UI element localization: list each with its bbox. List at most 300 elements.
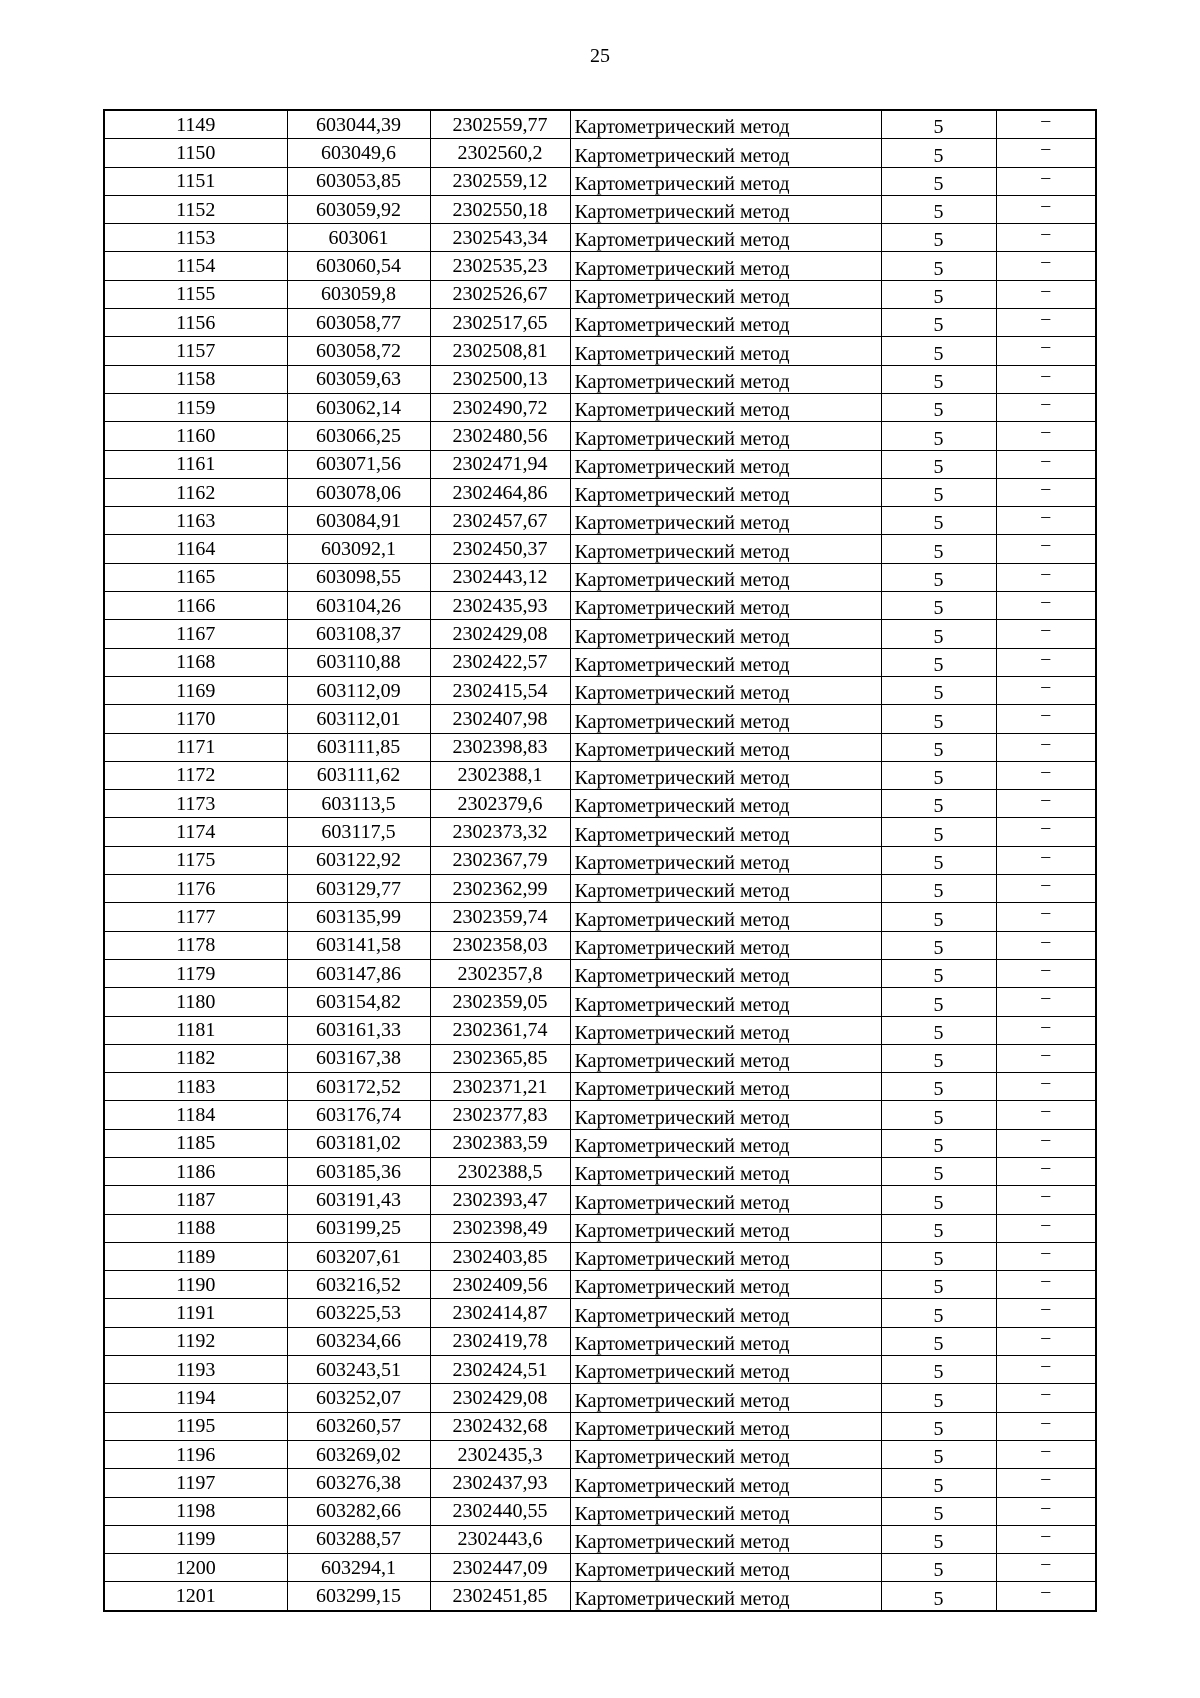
x-coordinate-cell: 603078,06 bbox=[287, 478, 430, 506]
accuracy-cell: 5 bbox=[881, 337, 996, 365]
table-row bbox=[104, 846, 1096, 874]
point-number-cell: 1197 bbox=[104, 1469, 287, 1497]
y-coordinate-cell: 2302358,03 bbox=[430, 931, 570, 959]
accuracy-cell: 5 bbox=[881, 1271, 996, 1299]
point-number-cell: 1155 bbox=[104, 280, 287, 308]
method-cell: Картометрический метод bbox=[570, 1044, 881, 1072]
point-number-cell: 1176 bbox=[104, 875, 287, 903]
x-coordinate-cell: 603053,85 bbox=[287, 167, 430, 195]
table-row bbox=[104, 450, 1096, 478]
x-coordinate-cell: 603059,92 bbox=[287, 195, 430, 223]
note-cell: – bbox=[996, 1129, 1096, 1157]
table-row bbox=[104, 535, 1096, 563]
point-number-cell: 1179 bbox=[104, 959, 287, 987]
x-coordinate-cell: 603060,54 bbox=[287, 252, 430, 280]
point-number-cell: 1164 bbox=[104, 535, 287, 563]
method-cell: Картометрический метод bbox=[570, 761, 881, 789]
method-cell: Картометрический метод bbox=[570, 450, 881, 478]
method-cell: Картометрический метод bbox=[570, 337, 881, 365]
point-number-cell: 1187 bbox=[104, 1186, 287, 1214]
method-cell: Картометрический метод bbox=[570, 1356, 881, 1384]
method-cell: Картометрический метод bbox=[570, 705, 881, 733]
x-coordinate-cell: 603066,25 bbox=[287, 422, 430, 450]
note-cell: – bbox=[996, 620, 1096, 648]
x-coordinate-cell: 603059,63 bbox=[287, 365, 430, 393]
table-row bbox=[104, 1469, 1096, 1497]
x-coordinate-cell: 603129,77 bbox=[287, 875, 430, 903]
table-row bbox=[104, 478, 1096, 506]
method-cell: Картометрический метод bbox=[570, 1440, 881, 1468]
x-coordinate-cell: 603111,62 bbox=[287, 761, 430, 789]
table-row bbox=[104, 903, 1096, 931]
table-row bbox=[104, 422, 1096, 450]
x-coordinate-cell: 603141,58 bbox=[287, 931, 430, 959]
method-cell: Картометрический метод bbox=[570, 1327, 881, 1355]
note-cell: – bbox=[996, 252, 1096, 280]
table-row bbox=[104, 1016, 1096, 1044]
method-cell: Картометрический метод bbox=[570, 1525, 881, 1553]
y-coordinate-cell: 2302388,1 bbox=[430, 761, 570, 789]
table-row bbox=[104, 592, 1096, 620]
table-row bbox=[104, 1073, 1096, 1101]
note-cell: – bbox=[996, 478, 1096, 506]
y-coordinate-cell: 2302429,08 bbox=[430, 1384, 570, 1412]
note-cell: – bbox=[996, 1044, 1096, 1072]
method-cell: Картометрический метод bbox=[570, 903, 881, 931]
x-coordinate-cell: 603299,15 bbox=[287, 1582, 430, 1611]
x-coordinate-cell: 603225,53 bbox=[287, 1299, 430, 1327]
x-coordinate-cell: 603058,72 bbox=[287, 337, 430, 365]
method-cell: Картометрический метод bbox=[570, 224, 881, 252]
note-cell: – bbox=[996, 309, 1096, 337]
method-cell: Картометрический метод bbox=[570, 988, 881, 1016]
coordinates-table bbox=[103, 109, 1097, 1612]
note-cell: – bbox=[996, 1299, 1096, 1327]
point-number-cell: 1175 bbox=[104, 846, 287, 874]
y-coordinate-cell: 2302535,23 bbox=[430, 252, 570, 280]
x-coordinate-cell: 603110,88 bbox=[287, 648, 430, 676]
table-row bbox=[104, 252, 1096, 280]
point-number-cell: 1171 bbox=[104, 733, 287, 761]
table-row bbox=[104, 1101, 1096, 1129]
note-cell: – bbox=[996, 1016, 1096, 1044]
note-cell: – bbox=[996, 1242, 1096, 1270]
point-number-cell: 1166 bbox=[104, 592, 287, 620]
y-coordinate-cell: 2302440,55 bbox=[430, 1497, 570, 1525]
accuracy-cell: 5 bbox=[881, 1469, 996, 1497]
y-coordinate-cell: 2302407,98 bbox=[430, 705, 570, 733]
note-cell: – bbox=[996, 1384, 1096, 1412]
method-cell: Картометрический метод bbox=[570, 1186, 881, 1214]
point-number-cell: 1199 bbox=[104, 1525, 287, 1553]
table-row bbox=[104, 931, 1096, 959]
y-coordinate-cell: 2302451,85 bbox=[430, 1582, 570, 1611]
y-coordinate-cell: 2302435,93 bbox=[430, 592, 570, 620]
method-cell: Картометрический метод bbox=[570, 592, 881, 620]
table-row bbox=[104, 1440, 1096, 1468]
point-number-cell: 1184 bbox=[104, 1101, 287, 1129]
table-row bbox=[104, 988, 1096, 1016]
table-row bbox=[104, 139, 1096, 167]
note-cell: – bbox=[996, 1271, 1096, 1299]
accuracy-cell: 5 bbox=[881, 1214, 996, 1242]
accuracy-cell: 5 bbox=[881, 705, 996, 733]
y-coordinate-cell: 2302560,2 bbox=[430, 139, 570, 167]
table-row bbox=[104, 1327, 1096, 1355]
method-cell: Картометрический метод bbox=[570, 1214, 881, 1242]
point-number-cell: 1181 bbox=[104, 1016, 287, 1044]
table-row bbox=[104, 1242, 1096, 1270]
point-number-cell: 1154 bbox=[104, 252, 287, 280]
x-coordinate-cell: 603269,02 bbox=[287, 1440, 430, 1468]
point-number-cell: 1172 bbox=[104, 761, 287, 789]
table-row bbox=[104, 1356, 1096, 1384]
point-number-cell: 1150 bbox=[104, 139, 287, 167]
y-coordinate-cell: 2302361,74 bbox=[430, 1016, 570, 1044]
method-cell: Картометрический метод bbox=[570, 1299, 881, 1327]
y-coordinate-cell: 2302419,78 bbox=[430, 1327, 570, 1355]
point-number-cell: 1177 bbox=[104, 903, 287, 931]
accuracy-cell: 5 bbox=[881, 988, 996, 1016]
x-coordinate-cell: 603294,1 bbox=[287, 1554, 430, 1582]
method-cell: Картометрический метод bbox=[570, 309, 881, 337]
method-cell: Картометрический метод bbox=[570, 507, 881, 535]
accuracy-cell: 5 bbox=[881, 535, 996, 563]
x-coordinate-cell: 603058,77 bbox=[287, 309, 430, 337]
note-cell: – bbox=[996, 931, 1096, 959]
note-cell: – bbox=[996, 959, 1096, 987]
accuracy-cell: 5 bbox=[881, 280, 996, 308]
accuracy-cell: 5 bbox=[881, 507, 996, 535]
point-number-cell: 1183 bbox=[104, 1073, 287, 1101]
accuracy-cell: 5 bbox=[881, 1412, 996, 1440]
page-number: 25 bbox=[590, 45, 610, 67]
x-coordinate-cell: 603104,26 bbox=[287, 592, 430, 620]
y-coordinate-cell: 2302457,67 bbox=[430, 507, 570, 535]
x-coordinate-cell: 603112,01 bbox=[287, 705, 430, 733]
y-coordinate-cell: 2302415,54 bbox=[430, 676, 570, 704]
accuracy-cell: 5 bbox=[881, 139, 996, 167]
accuracy-cell: 5 bbox=[881, 1129, 996, 1157]
table-row bbox=[104, 761, 1096, 789]
accuracy-cell: 5 bbox=[881, 903, 996, 931]
table-row bbox=[104, 676, 1096, 704]
method-cell: Картометрический метод bbox=[570, 535, 881, 563]
y-coordinate-cell: 2302508,81 bbox=[430, 337, 570, 365]
point-number-cell: 1168 bbox=[104, 648, 287, 676]
y-coordinate-cell: 2302450,37 bbox=[430, 535, 570, 563]
method-cell: Картометрический метод bbox=[570, 1129, 881, 1157]
y-coordinate-cell: 2302362,99 bbox=[430, 875, 570, 903]
note-cell: – bbox=[996, 1356, 1096, 1384]
note-cell: – bbox=[996, 139, 1096, 167]
note-cell: – bbox=[996, 224, 1096, 252]
accuracy-cell: 5 bbox=[881, 1356, 996, 1384]
accuracy-cell: 5 bbox=[881, 252, 996, 280]
accuracy-cell: 5 bbox=[881, 1186, 996, 1214]
accuracy-cell: 5 bbox=[881, 875, 996, 903]
accuracy-cell: 5 bbox=[881, 1073, 996, 1101]
method-cell: Картометрический метод bbox=[570, 280, 881, 308]
point-number-cell: 1188 bbox=[104, 1214, 287, 1242]
x-coordinate-cell: 603288,57 bbox=[287, 1525, 430, 1553]
note-cell: – bbox=[996, 846, 1096, 874]
table-row bbox=[104, 224, 1096, 252]
point-number-cell: 1157 bbox=[104, 337, 287, 365]
note-cell: – bbox=[996, 393, 1096, 421]
y-coordinate-cell: 2302435,3 bbox=[430, 1440, 570, 1468]
note-cell: – bbox=[996, 648, 1096, 676]
point-number-cell: 1153 bbox=[104, 224, 287, 252]
note-cell: – bbox=[996, 1327, 1096, 1355]
note-cell: – bbox=[996, 761, 1096, 789]
point-number-cell: 1180 bbox=[104, 988, 287, 1016]
y-coordinate-cell: 2302403,85 bbox=[430, 1242, 570, 1270]
method-cell: Картометрический метод bbox=[570, 790, 881, 818]
accuracy-cell: 5 bbox=[881, 1497, 996, 1525]
method-cell: Картометрический метод bbox=[570, 478, 881, 506]
point-number-cell: 1194 bbox=[104, 1384, 287, 1412]
table-row bbox=[104, 1186, 1096, 1214]
point-number-cell: 1196 bbox=[104, 1440, 287, 1468]
accuracy-cell: 5 bbox=[881, 1384, 996, 1412]
method-cell: Картометрический метод bbox=[570, 167, 881, 195]
x-coordinate-cell: 603135,99 bbox=[287, 903, 430, 931]
method-cell: Картометрический метод bbox=[570, 1101, 881, 1129]
table-row bbox=[104, 648, 1096, 676]
note-cell: – bbox=[996, 1469, 1096, 1497]
table-row bbox=[104, 875, 1096, 903]
note-cell: – bbox=[996, 167, 1096, 195]
x-coordinate-cell: 603049,6 bbox=[287, 139, 430, 167]
y-coordinate-cell: 2302500,13 bbox=[430, 365, 570, 393]
note-cell: – bbox=[996, 1525, 1096, 1553]
x-coordinate-cell: 603216,52 bbox=[287, 1271, 430, 1299]
note-cell: – bbox=[996, 1497, 1096, 1525]
y-coordinate-cell: 2302414,87 bbox=[430, 1299, 570, 1327]
point-number-cell: 1186 bbox=[104, 1157, 287, 1185]
y-coordinate-cell: 2302480,56 bbox=[430, 422, 570, 450]
y-coordinate-cell: 2302359,05 bbox=[430, 988, 570, 1016]
accuracy-cell: 5 bbox=[881, 733, 996, 761]
accuracy-cell: 5 bbox=[881, 1044, 996, 1072]
note-cell: – bbox=[996, 705, 1096, 733]
note-cell: – bbox=[996, 1440, 1096, 1468]
note-cell: – bbox=[996, 1101, 1096, 1129]
y-coordinate-cell: 2302409,56 bbox=[430, 1271, 570, 1299]
table-row bbox=[104, 507, 1096, 535]
accuracy-cell: 5 bbox=[881, 478, 996, 506]
table-row bbox=[104, 1525, 1096, 1553]
point-number-cell: 1169 bbox=[104, 676, 287, 704]
note-cell: – bbox=[996, 1412, 1096, 1440]
y-coordinate-cell: 2302398,83 bbox=[430, 733, 570, 761]
note-cell: – bbox=[996, 365, 1096, 393]
accuracy-cell: 5 bbox=[881, 167, 996, 195]
point-number-cell: 1174 bbox=[104, 818, 287, 846]
table-row bbox=[104, 1554, 1096, 1582]
point-number-cell: 1178 bbox=[104, 931, 287, 959]
accuracy-cell: 5 bbox=[881, 790, 996, 818]
point-number-cell: 1192 bbox=[104, 1327, 287, 1355]
point-number-cell: 1173 bbox=[104, 790, 287, 818]
table-row bbox=[104, 280, 1096, 308]
point-number-cell: 1156 bbox=[104, 309, 287, 337]
x-coordinate-cell: 603098,55 bbox=[287, 563, 430, 591]
method-cell: Картометрический метод bbox=[570, 1073, 881, 1101]
note-cell: – bbox=[996, 790, 1096, 818]
x-coordinate-cell: 603176,74 bbox=[287, 1101, 430, 1129]
table-row bbox=[104, 818, 1096, 846]
method-cell: Картометрический метод bbox=[570, 365, 881, 393]
method-cell: Картометрический метод bbox=[570, 563, 881, 591]
table-row bbox=[104, 1412, 1096, 1440]
y-coordinate-cell: 2302490,72 bbox=[430, 393, 570, 421]
table-row bbox=[104, 393, 1096, 421]
method-cell: Картометрический метод bbox=[570, 1016, 881, 1044]
point-number-cell: 1163 bbox=[104, 507, 287, 535]
x-coordinate-cell: 603059,8 bbox=[287, 280, 430, 308]
x-coordinate-cell: 603185,36 bbox=[287, 1157, 430, 1185]
note-cell: – bbox=[996, 507, 1096, 535]
x-coordinate-cell: 603113,5 bbox=[287, 790, 430, 818]
method-cell: Картометрический метод bbox=[570, 1242, 881, 1270]
table-row bbox=[104, 1271, 1096, 1299]
method-cell: Картометрический метод bbox=[570, 252, 881, 280]
point-number-cell: 1167 bbox=[104, 620, 287, 648]
x-coordinate-cell: 603172,52 bbox=[287, 1073, 430, 1101]
x-coordinate-cell: 603147,86 bbox=[287, 959, 430, 987]
accuracy-cell: 5 bbox=[881, 1016, 996, 1044]
y-coordinate-cell: 2302443,6 bbox=[430, 1525, 570, 1553]
method-cell: Картометрический метод bbox=[570, 1157, 881, 1185]
table-row bbox=[104, 1582, 1096, 1611]
method-cell: Картометрический метод bbox=[570, 1582, 881, 1611]
table-row bbox=[104, 1044, 1096, 1072]
method-cell: Картометрический метод bbox=[570, 1497, 881, 1525]
note-cell: – bbox=[996, 1073, 1096, 1101]
point-number-cell: 1190 bbox=[104, 1271, 287, 1299]
table-row bbox=[104, 790, 1096, 818]
method-cell: Картометрический метод bbox=[570, 931, 881, 959]
y-coordinate-cell: 2302379,6 bbox=[430, 790, 570, 818]
table-row bbox=[104, 365, 1096, 393]
table-row bbox=[104, 110, 1096, 139]
accuracy-cell: 5 bbox=[881, 761, 996, 789]
point-number-cell: 1201 bbox=[104, 1582, 287, 1611]
accuracy-cell: 5 bbox=[881, 959, 996, 987]
note-cell: – bbox=[996, 1214, 1096, 1242]
x-coordinate-cell: 603071,56 bbox=[287, 450, 430, 478]
accuracy-cell: 5 bbox=[881, 563, 996, 591]
y-coordinate-cell: 2302424,51 bbox=[430, 1356, 570, 1384]
y-coordinate-cell: 2302437,93 bbox=[430, 1469, 570, 1497]
y-coordinate-cell: 2302359,74 bbox=[430, 903, 570, 931]
note-cell: – bbox=[996, 592, 1096, 620]
note-cell: – bbox=[996, 1554, 1096, 1582]
y-coordinate-cell: 2302398,49 bbox=[430, 1214, 570, 1242]
y-coordinate-cell: 2302443,12 bbox=[430, 563, 570, 591]
accuracy-cell: 5 bbox=[881, 1101, 996, 1129]
point-number-cell: 1165 bbox=[104, 563, 287, 591]
note-cell: – bbox=[996, 1582, 1096, 1611]
note-cell: – bbox=[996, 110, 1096, 139]
note-cell: – bbox=[996, 280, 1096, 308]
y-coordinate-cell: 2302517,65 bbox=[430, 309, 570, 337]
method-cell: Картометрический метод bbox=[570, 875, 881, 903]
y-coordinate-cell: 2302559,12 bbox=[430, 167, 570, 195]
accuracy-cell: 5 bbox=[881, 309, 996, 337]
y-coordinate-cell: 2302543,34 bbox=[430, 224, 570, 252]
accuracy-cell: 5 bbox=[881, 195, 996, 223]
y-coordinate-cell: 2302447,09 bbox=[430, 1554, 570, 1582]
point-number-cell: 1200 bbox=[104, 1554, 287, 1582]
table-row bbox=[104, 1214, 1096, 1242]
table-row bbox=[104, 337, 1096, 365]
accuracy-cell: 5 bbox=[881, 365, 996, 393]
x-coordinate-cell: 603111,85 bbox=[287, 733, 430, 761]
note-cell: – bbox=[996, 535, 1096, 563]
x-coordinate-cell: 603061 bbox=[287, 224, 430, 252]
note-cell: – bbox=[996, 903, 1096, 931]
table-row bbox=[104, 563, 1096, 591]
y-coordinate-cell: 2302365,85 bbox=[430, 1044, 570, 1072]
method-cell: Картометрический метод bbox=[570, 1384, 881, 1412]
accuracy-cell: 5 bbox=[881, 1525, 996, 1553]
accuracy-cell: 5 bbox=[881, 1554, 996, 1582]
note-cell: – bbox=[996, 733, 1096, 761]
x-coordinate-cell: 603207,61 bbox=[287, 1242, 430, 1270]
point-number-cell: 1152 bbox=[104, 195, 287, 223]
method-cell: Картометрический метод bbox=[570, 110, 881, 139]
y-coordinate-cell: 2302550,18 bbox=[430, 195, 570, 223]
note-cell: – bbox=[996, 818, 1096, 846]
method-cell: Картометрический метод bbox=[570, 648, 881, 676]
method-cell: Картометрический метод bbox=[570, 676, 881, 704]
y-coordinate-cell: 2302383,59 bbox=[430, 1129, 570, 1157]
y-coordinate-cell: 2302357,8 bbox=[430, 959, 570, 987]
x-coordinate-cell: 603181,02 bbox=[287, 1129, 430, 1157]
x-coordinate-cell: 603234,66 bbox=[287, 1327, 430, 1355]
point-number-cell: 1158 bbox=[104, 365, 287, 393]
accuracy-cell: 5 bbox=[881, 592, 996, 620]
y-coordinate-cell: 2302388,5 bbox=[430, 1157, 570, 1185]
method-cell: Картометрический метод bbox=[570, 846, 881, 874]
accuracy-cell: 5 bbox=[881, 422, 996, 450]
point-number-cell: 1191 bbox=[104, 1299, 287, 1327]
method-cell: Картометрический метод bbox=[570, 393, 881, 421]
table-row bbox=[104, 1129, 1096, 1157]
point-number-cell: 1161 bbox=[104, 450, 287, 478]
note-cell: – bbox=[996, 988, 1096, 1016]
point-number-cell: 1185 bbox=[104, 1129, 287, 1157]
x-coordinate-cell: 603191,43 bbox=[287, 1186, 430, 1214]
x-coordinate-cell: 603062,14 bbox=[287, 393, 430, 421]
y-coordinate-cell: 2302422,57 bbox=[430, 648, 570, 676]
accuracy-cell: 5 bbox=[881, 648, 996, 676]
accuracy-cell: 5 bbox=[881, 846, 996, 874]
x-coordinate-cell: 603252,07 bbox=[287, 1384, 430, 1412]
x-coordinate-cell: 603260,57 bbox=[287, 1412, 430, 1440]
x-coordinate-cell: 603092,1 bbox=[287, 535, 430, 563]
note-cell: – bbox=[996, 676, 1096, 704]
x-coordinate-cell: 603154,82 bbox=[287, 988, 430, 1016]
accuracy-cell: 5 bbox=[881, 931, 996, 959]
x-coordinate-cell: 603117,5 bbox=[287, 818, 430, 846]
y-coordinate-cell: 2302367,79 bbox=[430, 846, 570, 874]
method-cell: Картометрический метод bbox=[570, 139, 881, 167]
table-row bbox=[104, 620, 1096, 648]
